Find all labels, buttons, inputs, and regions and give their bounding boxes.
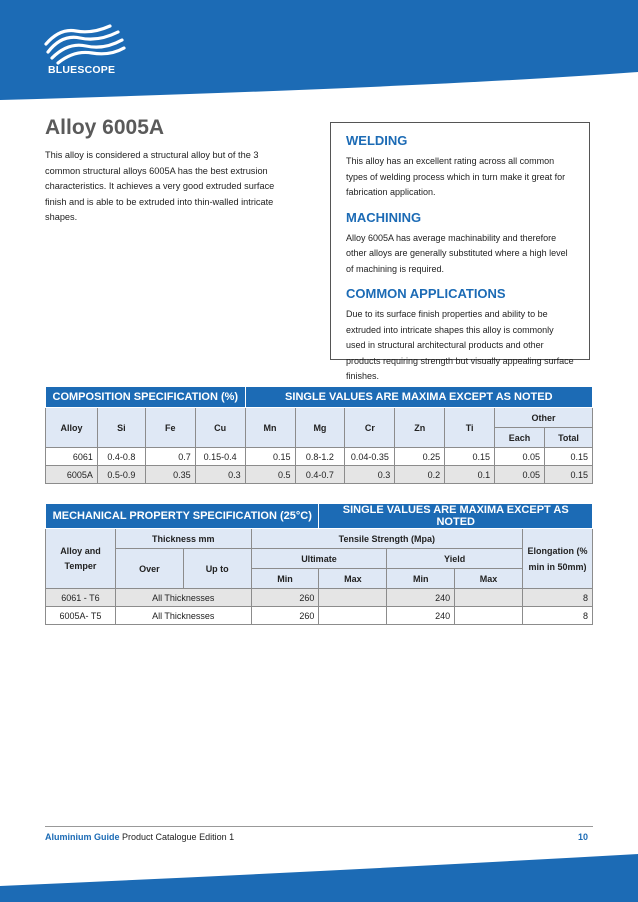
page-title: Alloy 6005A	[45, 116, 165, 139]
table-cell	[455, 589, 523, 607]
mechanical-title: MECHANICAL PROPERTY SPECIFICATION (25°C)	[46, 504, 319, 529]
col-alloy-temper: Alloy and Temper	[46, 529, 116, 589]
properties-box	[330, 122, 590, 381]
col-yield: Yield	[387, 549, 523, 569]
table-cell: 0.3	[195, 466, 245, 484]
table-cell: 0.25	[395, 448, 445, 466]
table-cell: 0.05	[495, 466, 545, 484]
col-mn: Mn	[245, 408, 295, 448]
table-cell: 260	[251, 589, 319, 607]
col-alloy: Alloy	[46, 408, 98, 448]
table-cell: 0.4-0.8	[97, 448, 145, 466]
col-thickness: Thickness mm	[115, 529, 251, 549]
table-cell: 0.15-0.4	[195, 448, 245, 466]
footer-guide: Aluminium Guide	[45, 832, 120, 842]
col-ti: Ti	[445, 408, 495, 448]
table-cell: 0.05	[495, 448, 545, 466]
col-other-total: Total	[544, 428, 592, 448]
composition-title: COMPOSITION SPECIFICATION (%)	[46, 387, 246, 408]
welding-text: This alloy has an excellent rating across all common types of welding process which in turn make it great for fabrication application.	[346, 156, 566, 197]
col-other: Other	[495, 408, 593, 428]
col-zn: Zn	[395, 408, 445, 448]
footer-caption	[45, 832, 234, 842]
table-cell: 6061	[46, 448, 98, 466]
col-ultimate-max: Max	[319, 569, 387, 589]
table-cell: 8	[522, 589, 592, 607]
footer-divider	[45, 826, 593, 827]
col-cu: Cu	[195, 408, 245, 448]
table-cell: 0.4-0.7	[295, 466, 345, 484]
col-up-to: Up to	[183, 549, 251, 589]
table-cell: All Thicknesses	[115, 607, 251, 625]
table-cell	[319, 589, 387, 607]
col-other-each: Each	[495, 428, 545, 448]
col-yield-max: Max	[455, 569, 523, 589]
table-cell: 0.2	[395, 466, 445, 484]
table-cell: 0.5-0.9	[97, 466, 145, 484]
machining-text: Alloy 6005A has average machinability and therefore other alloys are generally substituted where a high level of machining is required.	[346, 232, 568, 274]
table-cell	[455, 607, 523, 625]
applications-heading: COMMON APPLICATIONS	[346, 286, 506, 301]
bluescope-logo-icon	[40, 22, 130, 67]
col-ultimate-min: Min	[251, 569, 319, 589]
table-cell: 0.15	[445, 448, 495, 466]
table-cell: 6061 - T6	[46, 589, 116, 607]
mechanical-table	[45, 503, 593, 625]
footer-edition: Product Catalogue Edition 1	[119, 832, 235, 842]
machining-heading: MACHINING	[346, 209, 422, 225]
table-cell: 0.15	[544, 466, 592, 484]
col-cr: Cr	[345, 408, 395, 448]
table-cell: 0.15	[245, 448, 295, 466]
table-cell: 0.7	[145, 448, 195, 466]
col-elongation: Elongation (% min in 50mm)	[522, 529, 592, 589]
table-cell: 0.15	[544, 448, 592, 466]
table-cell: 240	[387, 589, 455, 607]
table-cell	[319, 607, 387, 625]
table-cell: 0.3	[345, 466, 395, 484]
col-tensile: Tensile Strength (Mpa)	[251, 529, 522, 549]
col-fe: Fe	[145, 408, 195, 448]
col-mg: Mg	[295, 408, 345, 448]
composition-table	[45, 386, 593, 484]
table-cell: 6005A- T5	[46, 607, 116, 625]
table-cell: 6005A	[46, 466, 98, 484]
intro-paragraph: This alloy is considered a structural alloy but of the 3 common structural alloys 6005A has the best extrusion characteristics. It achieves a very good extruded surface finish and is able to be extruded into thin-walled intricate shapes.	[45, 150, 275, 222]
applications-text: Due to its surface finish properties and ability to be extruded into intricate shapes this alloy is commonly used in structural architectural products and other products requiring strength but visually appealing surface finishes.	[346, 309, 574, 381]
mechanical-note: SINGLE VALUES ARE MAXIMA EXCEPT AS NOTED	[319, 504, 593, 529]
table-cell: 0.04-0.35	[345, 448, 395, 466]
table-cell: 260	[251, 607, 319, 625]
footer-wave	[0, 842, 638, 902]
table-cell: 240	[387, 607, 455, 625]
col-ultimate: Ultimate	[251, 549, 387, 569]
col-yield-min: Min	[387, 569, 455, 589]
table-cell: 0.8-1.2	[295, 448, 345, 466]
logo-text: BLUESCOPE	[48, 64, 116, 76]
welding-heading: WELDING	[346, 133, 408, 148]
table-cell: 8	[522, 607, 592, 625]
col-over: Over	[115, 549, 183, 589]
col-si: Si	[97, 408, 145, 448]
page-number: 10	[578, 832, 589, 842]
table-cell: All Thicknesses	[115, 589, 251, 607]
composition-note: SINGLE VALUES ARE MAXIMA EXCEPT AS NOTED	[245, 387, 592, 408]
table-cell: 0.5	[245, 466, 295, 484]
table-cell: 0.1	[445, 466, 495, 484]
table-cell: 0.35	[145, 466, 195, 484]
